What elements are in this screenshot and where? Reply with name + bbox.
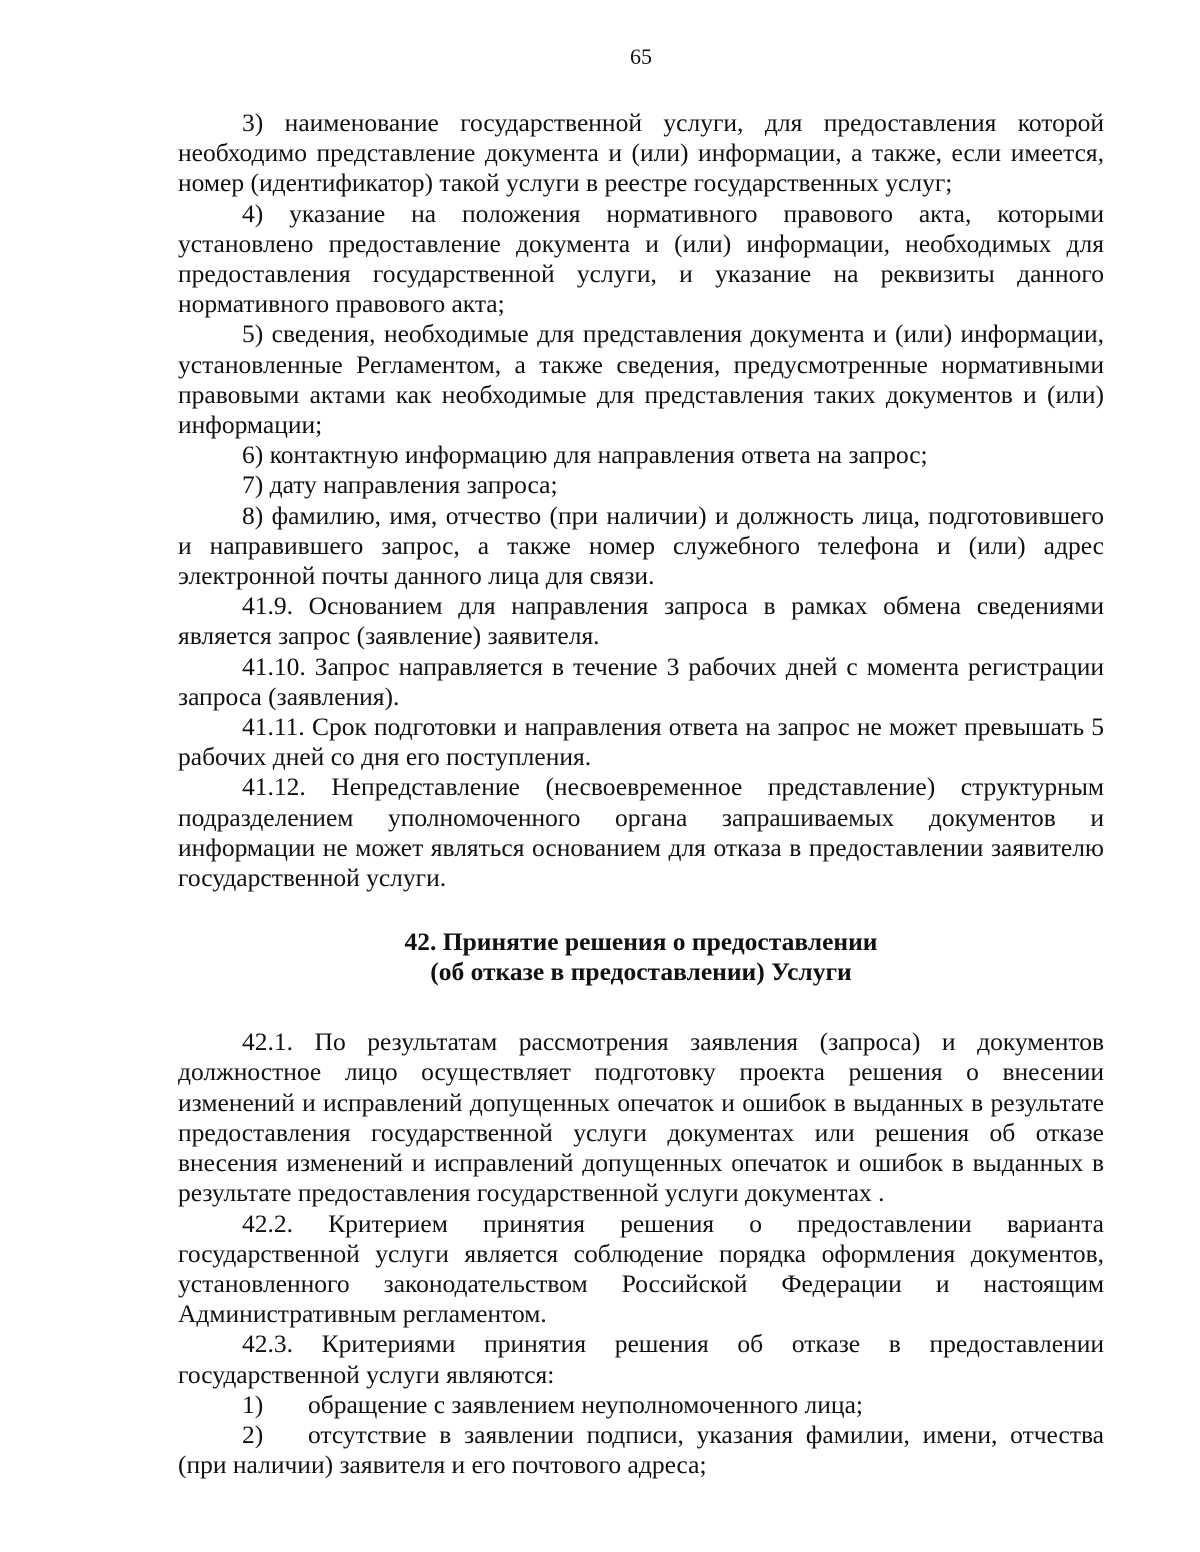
- list-item-text: обращение с заявлением неуполномоченного лица;: [308, 1389, 863, 1419]
- paragraph-item-7: 7) дату направления запроса;: [242, 470, 558, 500]
- list-item-number: 2): [242, 1419, 264, 1449]
- paragraph-41-9: 41.9. Основанием для направления запроса в рамках обмена сведениями является запрос (заявление) заявителя.: [178, 591, 1104, 651]
- list-item-text: отсутствие в заявлении подписи, указания фамилии, имени, отчества (при наличии) заявителя и его почтового адреса;: [178, 1419, 1104, 1480]
- list-item-number: 1): [242, 1389, 264, 1419]
- paragraph-item-3: 3) наименование государственной услуги, для предоставления которой необходимо представление документа и (или) информации, а также, если имеется, номер (идентификатор) такой услуги в реестре государственных услуг;: [178, 108, 1104, 198]
- spacer: [178, 987, 1104, 1027]
- spacer: [178, 893, 1104, 927]
- page-number: 65: [630, 44, 652, 69]
- document-body: [178, 108, 1104, 1480]
- paragraph-41-12: 41.12. Непредставление (несвоевременное представление) структурным подразделением уполномоченного органа запрашиваемых документов и информации не может являться основанием для отказа в предоставлении заявителю государственной услуги.: [178, 772, 1104, 893]
- list-item: [178, 1420, 1104, 1480]
- paragraph-item-6: 6) контактную информацию для направления ответа на запрос;: [242, 440, 928, 470]
- paragraph-41-11: 41.11. Срок подготовки и направления ответа на запрос не может превышать 5 рабочих дней со дня его поступления.: [178, 712, 1104, 772]
- list-item: [178, 1390, 1104, 1420]
- paragraph-42-3: 42.3. Критериями принятия решения об отказе в предоставлении государственной услуги являются:: [178, 1329, 1104, 1389]
- paragraph-item-4: 4) указание на положения нормативного правового акта, которыми установлено предоставление документа и (или) информации, необходимых для предоставления государственной услуги, и указание на реквизиты данного нормативного правового акта;: [178, 198, 1104, 319]
- section-heading-line-1: 42. Принятие решения о предоставлении: [404, 927, 878, 957]
- paragraph-42-2: 42.2. Критерием принятия решения о предоставлении варианта государственной услуги является соблюдение порядка оформления документов, установленного законодательством Российской Федерации и настоящим Административным регламентом.: [178, 1208, 1104, 1329]
- paragraph-item-8: 8) фамилию, имя, отчество (при наличии) и должность лица, подготовившего и направившего запрос, а также номер служебного телефона и (или) адрес электронной почты данного лица для связи.: [178, 500, 1104, 591]
- paragraph-42-1: 42.1. По результатам рассмотрения заявления (запроса) и документов должностное лицо осуществляет подготовку проекта решения о внесении изменений и исправлений допущенных опечаток и ошибок в выданных в результате предоставления государственной услуги документах или решения об отказе внесения изменений и исправлений допущенных опечаток и ошибок в выданных в результате предоставления государственной услуги документах .: [178, 1027, 1104, 1208]
- paragraph-41-10: 41.10. Запрос направляется в течение 3 рабочих дней с момента регистрации запроса (заявления).: [178, 651, 1104, 711]
- paragraph-item-5: 5) сведения, необходимые для представления документа и (или) информации, установленные Регламентом, а также сведения, предусмотренные нормативными правовыми актами как необходимые для представления таких документов и (или) информации;: [178, 319, 1104, 440]
- section-heading-line-2: (об отказе в предоставлении) Услуги: [430, 957, 852, 987]
